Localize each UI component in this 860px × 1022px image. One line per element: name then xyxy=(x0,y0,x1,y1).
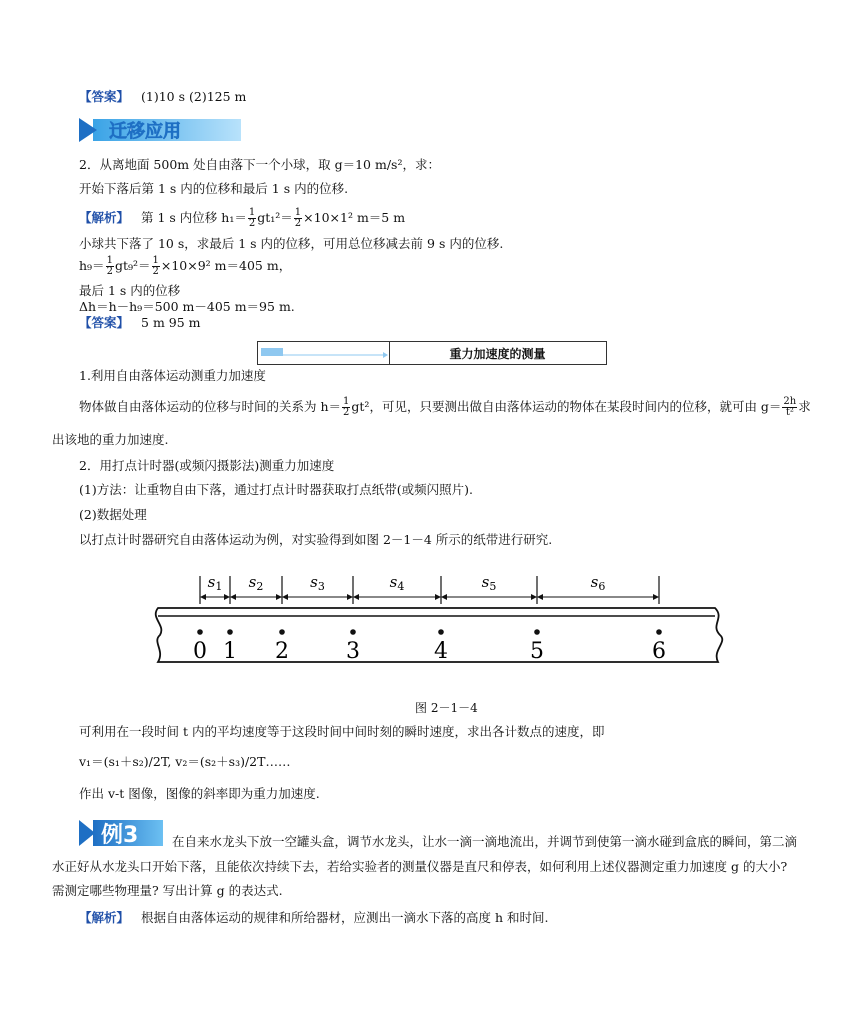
segment-label-2: $s_2$ xyxy=(248,573,264,593)
fraction-half: $\frac{1}{2}$ xyxy=(106,255,113,277)
tape-dot-5 xyxy=(534,629,540,635)
fraction-half: $\frac{1}{2}$ xyxy=(294,207,302,229)
point-label-0: 0 xyxy=(193,639,207,664)
solution-line-1: 【解析】 第 1 s 内位移 h₁＝ $\frac{1}{2}$ gt₁²＝ $\frac{1}{2}$ ×10×1² m＝5 m xyxy=(79,207,406,229)
velocity-intro: 可利用在一段时间 t 内的平均速度等于这段时间中间时刻的瞬时速度，求出各计数点的速度，即 xyxy=(79,724,605,739)
paragraph-1-cont: 出该地的重力加速度. xyxy=(52,432,169,447)
segment-label-5: $s_5$ xyxy=(481,573,497,593)
banner-label: 迁移应用 xyxy=(109,121,181,142)
example-3-banner xyxy=(79,816,163,850)
solution-line-5: Δh＝h－h₉＝500 m－405 m＝95 m. xyxy=(79,299,295,314)
answer-text: 5 m 95 m xyxy=(141,315,201,330)
segment-arrow-right-1 xyxy=(224,594,230,600)
section-title: 重力加速度的测量 xyxy=(449,347,546,361)
ticker-tape-figure xyxy=(150,570,730,670)
segment-label-3: $s_3$ xyxy=(310,573,325,593)
segment-arrow-left-4 xyxy=(353,594,359,600)
paragraph-1: 物体做自由落体运动的位移与时间的关系为 h＝ $\frac{1}{2}$ gt²，可见，只要测出做自由落体运动的物体在某段时间内的位移，就可由 g＝ $\frac{2h}{\text{t²}}$ 求 xyxy=(79,396,811,418)
point-label-5: 5 xyxy=(530,639,544,664)
segment-arrow-right-5 xyxy=(531,594,537,600)
point-label-3: 3 xyxy=(346,639,360,664)
section-header xyxy=(257,341,607,365)
section-header-decoration xyxy=(258,342,390,364)
fraction-half: $\frac{1}{2}$ xyxy=(248,207,256,229)
segment-label-1: $s_1$ xyxy=(207,573,223,593)
segment-arrow-right-2 xyxy=(276,594,282,600)
answer-line xyxy=(79,89,246,105)
fraction-half: $\frac{1}{2}$ xyxy=(343,396,350,418)
tape-dot-0 xyxy=(197,629,203,635)
point-label-6: 6 xyxy=(652,639,666,664)
fraction-half: $\frac{1}{2}$ xyxy=(152,255,159,277)
solution-3-line: 【解析】 根据自由落体运动的规律和所给器材，应测出一滴水下落的高度 h 和时间. xyxy=(79,910,549,925)
answer-line-2 xyxy=(79,315,201,331)
example-3-line-1: 在自来水龙头下放一空罐头盒，调节水龙头，让水一滴一滴地流出，并调节到使第一滴水碰到盒底的瞬间，第二滴 xyxy=(172,834,798,849)
figure-caption: 图 2－1－4 xyxy=(415,701,478,715)
solution-tag: 【解析】 xyxy=(79,210,130,225)
fraction-g: $\frac{2h}{\text{t²}}$ xyxy=(783,396,797,418)
data-processing-line: (2)数据处理 xyxy=(79,507,147,522)
problem-line-1: 2．从离地面 500m 处自由落下一个小球，取 g＝10 m/s²，求： xyxy=(79,157,440,172)
example-3-line-2: 水正好从水龙头口开始下落，且能依次持续下去，若给实验者的测量仪器是直尺和停表，如何利用上述仪器测定重力加速度 g 的大小? xyxy=(52,859,788,874)
subsection-title-2: 2．用打点计时器(或频闪摄影法)测重力加速度 xyxy=(79,458,335,473)
point-label-2: 2 xyxy=(275,639,289,664)
tape-dot-3 xyxy=(350,629,356,635)
segment-arrow-right-3 xyxy=(347,594,353,600)
example-3-line-3: 需测定哪些物理量? 写出计算 g 的表达式. xyxy=(52,883,283,898)
vt-graph-line: 作出 v-t 图像，图像的斜率即为重力加速度. xyxy=(79,786,320,801)
answer-text: (1)10 s (2)125 m xyxy=(141,89,247,104)
answer-tag: 【答案】 xyxy=(79,315,130,330)
solution-text: 第 1 s 内位移 h₁＝ xyxy=(141,210,247,225)
point-label-4: 4 xyxy=(434,639,448,664)
tape-dot-1 xyxy=(227,629,233,635)
example-label: 例3 xyxy=(101,823,139,848)
segment-label-4: $s_4$ xyxy=(389,573,405,593)
tape-dot-2 xyxy=(279,629,285,635)
transfer-application-banner xyxy=(79,116,241,144)
segment-label-6: $s_6$ xyxy=(590,573,606,593)
segment-arrow-left-1 xyxy=(200,594,206,600)
velocity-formula: v₁＝(s₁＋s₂)/2T, v₂＝(s₂＋s₃)/2T…… xyxy=(79,754,291,769)
solution-tag: 【解析】 xyxy=(79,910,130,925)
answer-tag: 【答案】 xyxy=(79,89,130,104)
segment-arrow-left-6 xyxy=(537,594,543,600)
segment-arrow-right-6 xyxy=(653,594,659,600)
method-line: (1)方法：让重物自由下落，通过打点计时器获取打点纸带(或频闪照片). xyxy=(79,482,473,497)
solution-line-2: 小球共下落了 10 s，求最后 1 s 内的位移，可用总位移减去前 9 s 内的位移. xyxy=(79,236,504,251)
solution-line-3: h₉＝ $\frac{1}{2}$ gt₉²＝ $\frac{1}{2}$ ×10×9² m＝405 m， xyxy=(79,255,292,277)
problem-line-2: 开始下落后第 1 s 内的位移和最后 1 s 内的位移. xyxy=(79,181,349,196)
tape-dot-4 xyxy=(438,629,444,635)
arrow-icon xyxy=(258,342,389,364)
point-label-1: 1 xyxy=(223,639,237,664)
solution-line-4: 最后 1 s 内的位移 xyxy=(79,283,181,298)
tape-intro-line: 以打点计时器研究自由落体运动为例，对实验得到如图 2－1－4 所示的纸带进行研究. xyxy=(79,532,553,547)
segment-arrow-left-3 xyxy=(282,594,288,600)
segment-arrow-left-2 xyxy=(230,594,236,600)
segment-arrow-right-4 xyxy=(435,594,441,600)
tape-dot-6 xyxy=(656,629,662,635)
segment-arrow-left-5 xyxy=(441,594,447,600)
subsection-title-1: 1.利用自由落体运动测重力加速度 xyxy=(79,368,266,383)
